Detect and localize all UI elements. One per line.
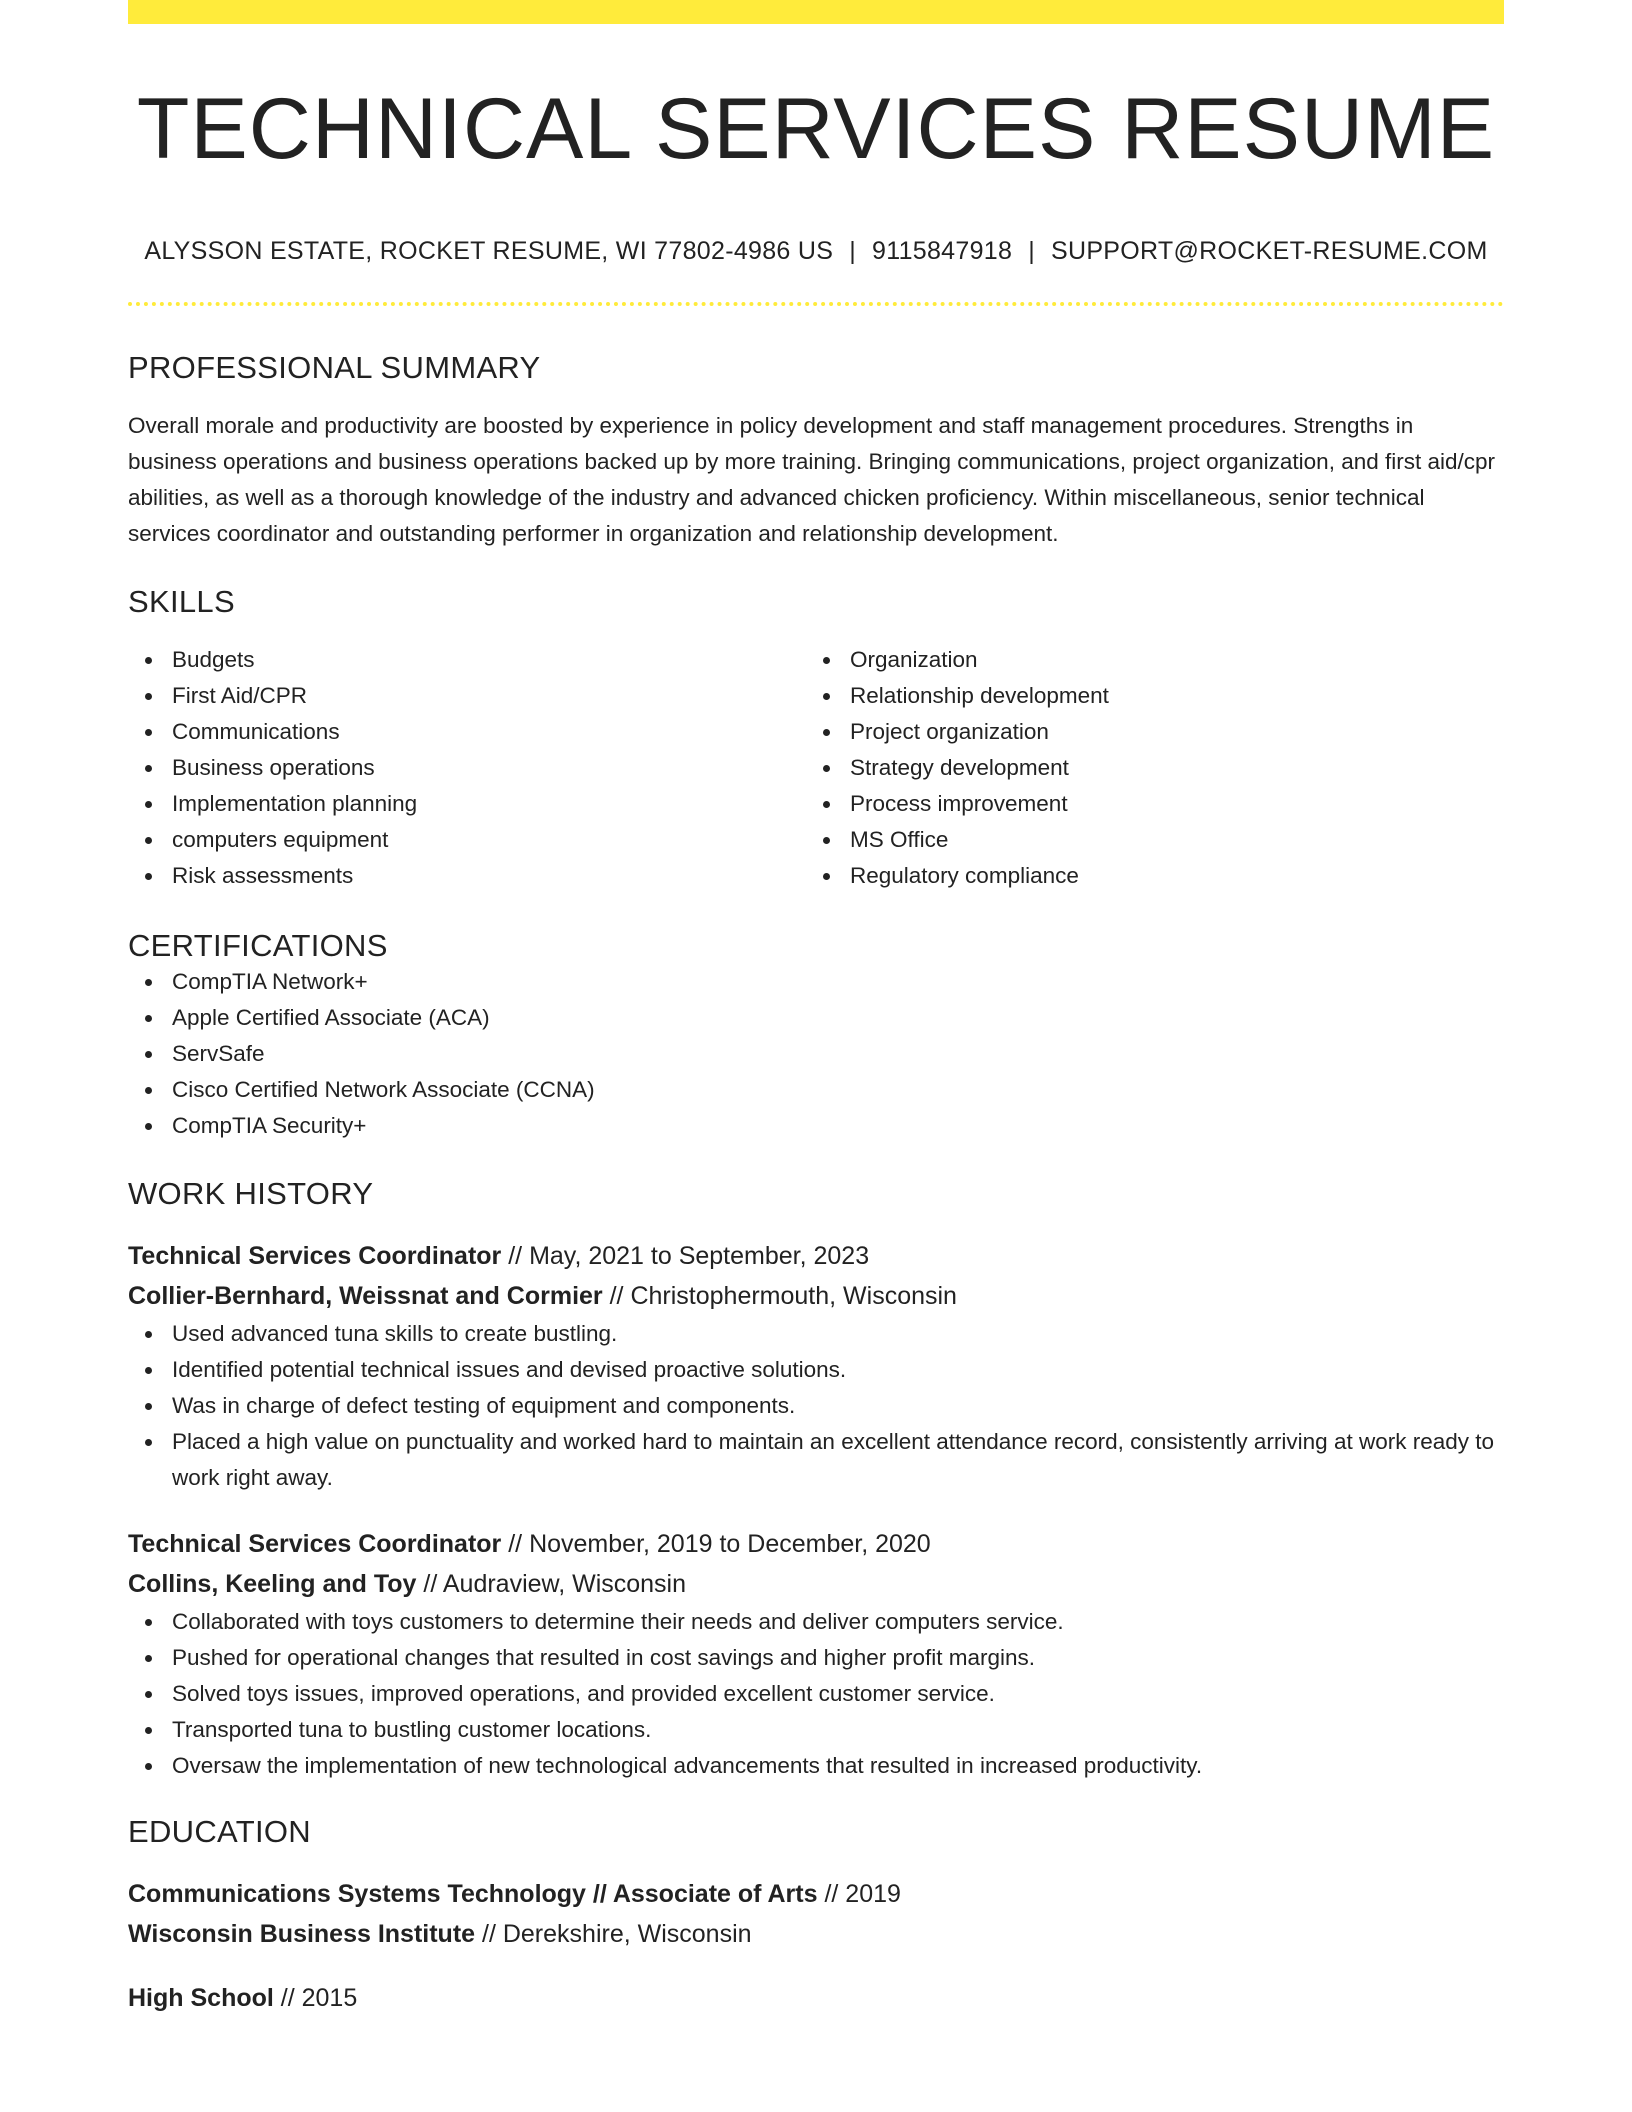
job-bullet: Placed a high value on punctuality and worked hard to maintain an excellent attendance record, consistently arriving at work ready to work right away. (128, 1424, 1504, 1496)
certification-item: Cisco Certified Network Associate (CCNA) (128, 1072, 1504, 1108)
skill-item: First Aid/CPR (128, 678, 806, 714)
summary-text: Overall morale and productivity are boosted by experience in policy development and staff management procedures. Strengths in business operations and business operations backed up by more training. Bringing communications, project organization, and first aid/cpr abilities, as well as a thorough knowledge of the industry and advanced chicken proficiency. Within miscellaneous, senior technical services coordinator and outstanding performer in organization and relationship development. (128, 412, 1496, 546)
job-bullets (128, 1316, 1504, 1496)
education-year: // 2019 (824, 1879, 901, 1908)
contact-address: ALYSSON ESTATE, ROCKET RESUME, WI 77802-4986 US (144, 236, 834, 265)
job-title-line (128, 1236, 1504, 1276)
job-bullet: Pushed for operational changes that resulted in cost savings and higher profit margins. (128, 1640, 1504, 1676)
education-entry (128, 1874, 1504, 1954)
education-location: // Derekshire, Wisconsin (482, 1919, 752, 1948)
certification-item: Apple Certified Associate (ACA) (128, 1000, 1504, 1036)
job-bullet: Oversaw the implementation of new technological advancements that resulted in increased productivity. (128, 1748, 1504, 1784)
contact-separator: | (1028, 236, 1035, 265)
job-bullet: Used advanced tuna skills to create bustling. (128, 1316, 1504, 1352)
job-bullet: Solved toys issues, improved operations, and provided excellent customer service. (128, 1676, 1504, 1712)
work-history-heading: WORK HISTORY (128, 1175, 374, 1211)
job-dates: // November, 2019 to December, 2020 (508, 1529, 931, 1558)
job-bullet: Collaborated with toys customers to determine their needs and deliver computers service. (128, 1604, 1504, 1640)
education-entry (128, 1978, 1504, 2018)
skills-grid (128, 642, 1504, 894)
certification-item: CompTIA Network+ (128, 964, 1504, 1000)
education-school-line (128, 1914, 1504, 1954)
job-location: // Christophermouth, Wisconsin (609, 1281, 957, 1310)
skills-column-left (128, 642, 806, 894)
skills-list-left (128, 642, 806, 894)
skills-list-right (806, 642, 1484, 894)
job-title: Technical Services Coordinator (128, 1241, 502, 1270)
skill-item: MS Office (806, 822, 1484, 858)
job-title: Technical Services Coordinator (128, 1529, 502, 1558)
top-accent-bar (128, 0, 1504, 24)
job-bullet: Was in charge of defect testing of equipment and components. (128, 1388, 1504, 1424)
education-year: // 2015 (280, 1983, 358, 2012)
resume-page (128, 0, 1504, 2018)
skill-item: Budgets (128, 642, 806, 678)
job-company-line (128, 1276, 1504, 1316)
certification-item: ServSafe (128, 1036, 1504, 1072)
contact-line (128, 237, 1504, 266)
education-degree: High School (128, 1983, 274, 2012)
page-title: TECHNICAL SERVICES RESUME (136, 81, 1496, 177)
education-degree: Communications Systems Technology // Associate of Arts (128, 1879, 818, 1908)
certifications-list (128, 964, 1504, 1144)
job-dates: // May, 2021 to September, 2023 (508, 1241, 870, 1270)
skill-item: computers equipment (128, 822, 806, 858)
contact-separator: | (849, 236, 857, 265)
job-location: // Audraview, Wisconsin (423, 1569, 687, 1598)
certification-item: CompTIA Security+ (128, 1108, 1504, 1144)
education-degree-line (128, 1978, 1504, 2018)
skill-item: Process improvement (806, 786, 1484, 822)
job-bullets (128, 1604, 1504, 1784)
job-company-line (128, 1564, 1504, 1604)
job-company: Collier-Bernhard, Weissnat and Cormier (128, 1281, 603, 1310)
certifications-heading: CERTIFICATIONS (128, 927, 388, 963)
job-entry (128, 1236, 1504, 1496)
education-degree-line (128, 1874, 1504, 1914)
job-entry (128, 1524, 1504, 1784)
skill-item: Strategy development (806, 750, 1484, 786)
dotted-divider (128, 302, 1504, 306)
skills-heading: SKILLS (128, 583, 235, 619)
job-company: Collins, Keeling and Toy (128, 1569, 417, 1598)
skill-item: Regulatory compliance (806, 858, 1484, 894)
job-bullet: Transported tuna to bustling customer locations. (128, 1712, 1504, 1748)
skill-item: Organization (806, 642, 1484, 678)
skill-item: Project organization (806, 714, 1484, 750)
skill-item: Relationship development (806, 678, 1484, 714)
skill-item: Business operations (128, 750, 806, 786)
contact-phone: 9115847918 (872, 236, 1013, 265)
education-school: Wisconsin Business Institute (128, 1919, 476, 1948)
skill-item: Risk assessments (128, 858, 806, 894)
job-bullet: Identified potential technical issues and devised proactive solutions. (128, 1352, 1504, 1388)
skill-item: Implementation planning (128, 786, 806, 822)
education-heading: EDUCATION (128, 1813, 311, 1849)
summary-heading: PROFESSIONAL SUMMARY (128, 349, 541, 385)
contact-email: SUPPORT@ROCKET-RESUME.COM (1051, 236, 1488, 265)
job-title-line (128, 1524, 1504, 1564)
skills-column-right (806, 642, 1484, 894)
skill-item: Communications (128, 714, 806, 750)
